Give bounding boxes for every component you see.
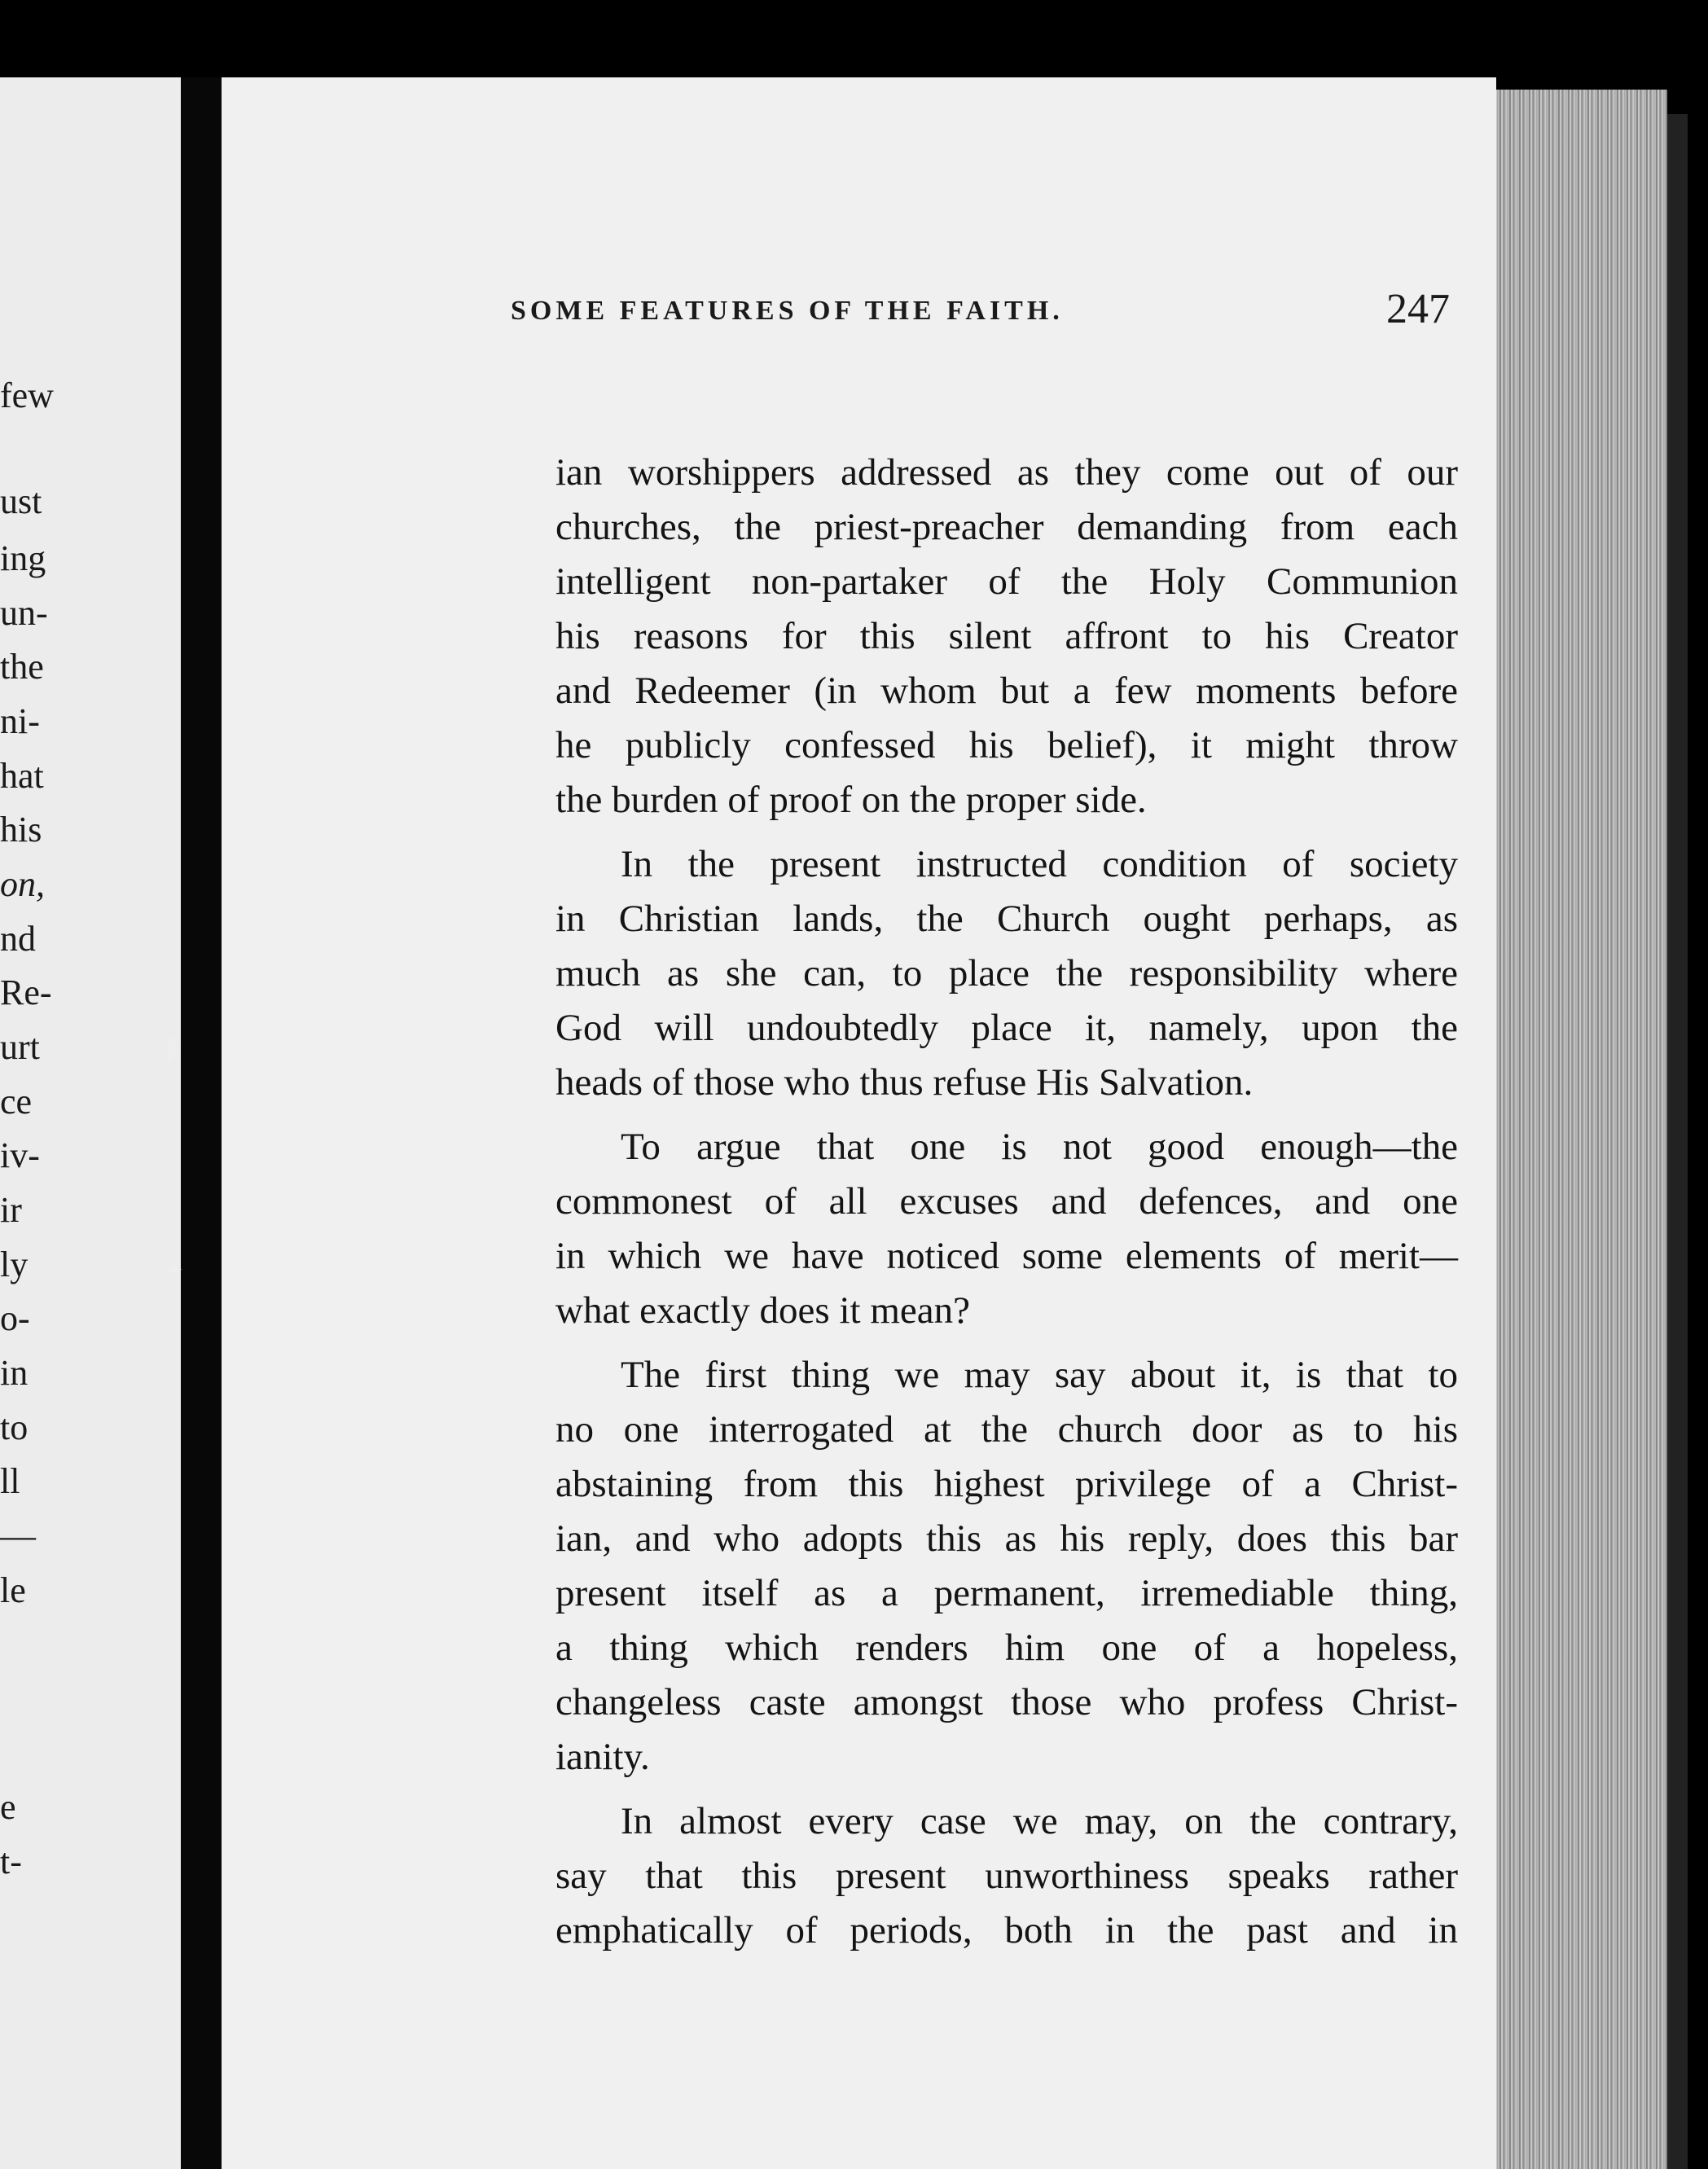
fragment: ce xyxy=(0,1082,33,1122)
fragment: e xyxy=(0,1787,16,1827)
fragment: in xyxy=(0,1353,29,1393)
text-line: God will undoubtedly place it, namely, upon the xyxy=(555,1007,1458,1049)
text-line: churches, the priest-preacher demanding from each xyxy=(555,506,1458,548)
fragment: — xyxy=(0,1516,36,1556)
previous-page-edge xyxy=(0,77,183,2169)
book-gutter xyxy=(181,77,222,2169)
fragment: ll xyxy=(0,1461,20,1501)
text-line: and Redeemer (in whom but a few moments before xyxy=(555,670,1458,712)
text-line: ian, and who adopts this as his reply, does this bar xyxy=(555,1517,1458,1560)
text-line: abstaining from this highest privilege of a Christ- xyxy=(555,1463,1458,1505)
text-line: To argue that one is not good enough—the xyxy=(621,1126,1458,1168)
fragment: hat xyxy=(0,756,44,796)
text-line: ian worshippers addressed as they come out of our xyxy=(555,451,1458,494)
page-block-edges xyxy=(1496,90,1667,2169)
book-page xyxy=(222,77,1496,2169)
text-line: in Christian lands, the Church ought perhaps, as xyxy=(555,898,1458,940)
fragment: un- xyxy=(0,593,48,633)
fragment: Re- xyxy=(0,973,52,1012)
text-line: he publicly confessed his belief), it might throw xyxy=(555,724,1458,766)
text-line: say that this present unworthiness speaks rather xyxy=(555,1855,1458,1897)
book-cover-edge xyxy=(1667,114,1688,2169)
text-line: a thing which renders him one of a hopeless, xyxy=(555,1627,1458,1669)
text-line: in which we have noticed some elements of merit— xyxy=(555,1235,1458,1277)
page-body xyxy=(555,446,1458,1968)
text-line: what exactly does it mean? xyxy=(555,1289,970,1332)
text-line: the burden of proof on the proper side. xyxy=(555,779,1147,821)
fragment: the xyxy=(0,647,44,687)
fragment: on, xyxy=(0,864,45,904)
fragment: ust xyxy=(0,481,42,521)
binding-mark: ◗ xyxy=(165,1030,180,1063)
text-line: emphatically of periods, both in the past and in xyxy=(555,1909,1458,1952)
page-number: 247 xyxy=(1386,286,1450,332)
paragraph xyxy=(555,1348,1458,1785)
text-line: In the present instructed condition of society xyxy=(621,843,1458,885)
binding-mark: ✦ xyxy=(165,1258,183,1283)
fragment: to xyxy=(0,1407,29,1447)
paragraph xyxy=(555,837,1458,1110)
text-line: intelligent non-partaker of the Holy Communion xyxy=(555,560,1458,603)
fragment: few xyxy=(0,375,54,415)
fragment: urt xyxy=(0,1027,40,1067)
text-line: commonest of all excuses and defences, and one xyxy=(555,1180,1458,1223)
fragment: ir xyxy=(0,1190,22,1230)
text-line: heads of those who thus refuse His Salvation. xyxy=(555,1061,1254,1104)
fragment: his xyxy=(0,810,42,850)
text-line: his reasons for this silent affront to his Creator xyxy=(555,615,1458,657)
paragraph xyxy=(555,1794,1458,1958)
paragraph xyxy=(555,1120,1458,1338)
text-line: no one interrogated at the church door as to his xyxy=(555,1408,1458,1451)
fragment: ni- xyxy=(0,701,40,741)
text-line: ianity. xyxy=(555,1736,650,1778)
fragment: le xyxy=(0,1570,26,1610)
text-line: In almost every case we may, on the contrary, xyxy=(621,1800,1458,1842)
text-line: much as she can, to place the responsibility where xyxy=(555,952,1458,994)
fragment: iv- xyxy=(0,1135,40,1175)
previous-page-text-fragments xyxy=(0,77,183,2169)
fragment: t- xyxy=(0,1842,22,1881)
fragment: o- xyxy=(0,1298,30,1338)
fragment: ing xyxy=(0,538,46,578)
text-line: present itself as a permanent, irremediable thing, xyxy=(555,1572,1458,1614)
paragraph xyxy=(555,446,1458,828)
text-line: The first thing we may say about it, is that to xyxy=(621,1354,1458,1396)
fragment: nd xyxy=(0,919,36,959)
text-line: changeless caste amongst those who profess Christ- xyxy=(555,1681,1458,1723)
running-head: SOME FEATURES OF THE FAITH. xyxy=(511,296,1064,326)
fragment: ly xyxy=(0,1245,29,1284)
